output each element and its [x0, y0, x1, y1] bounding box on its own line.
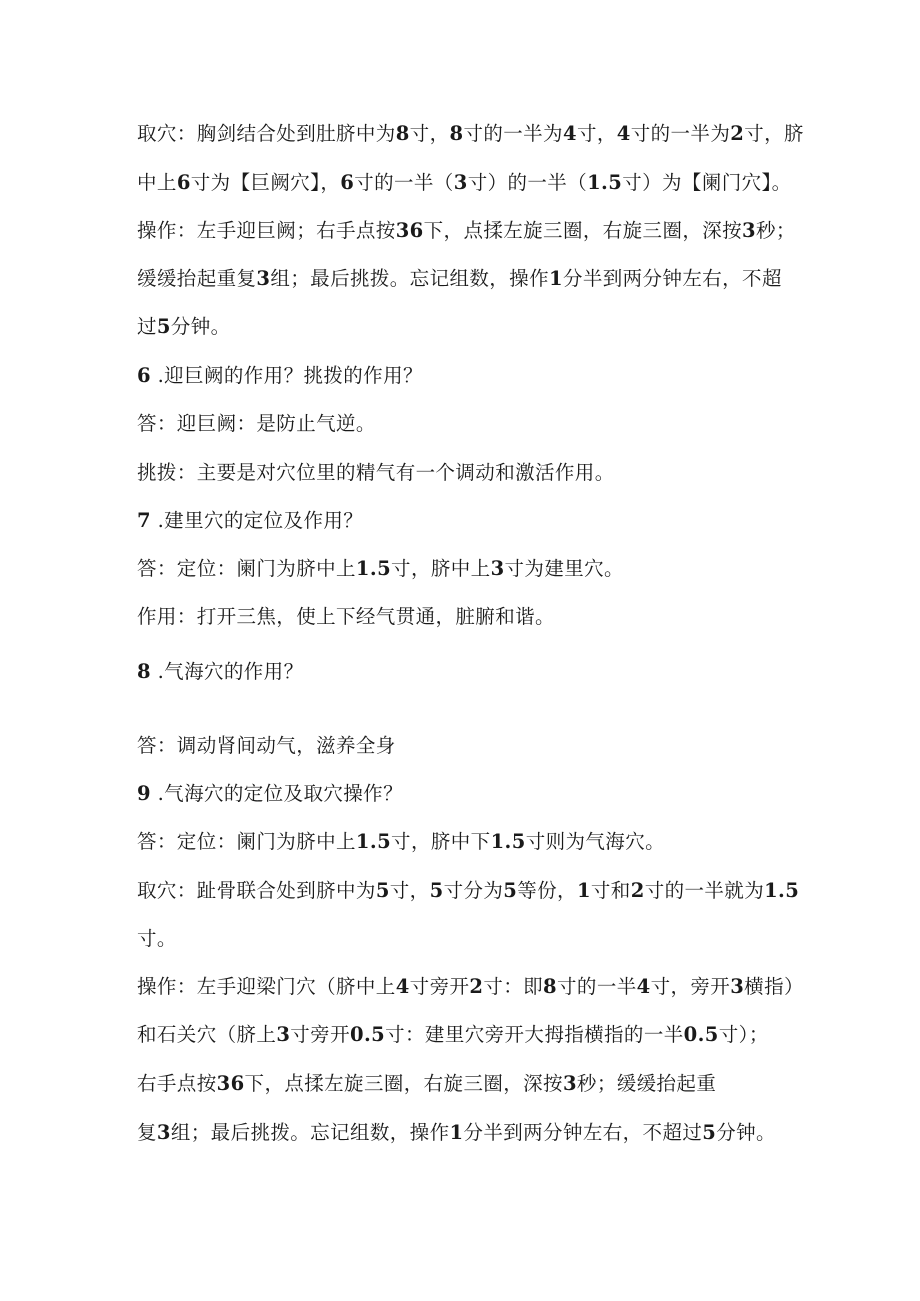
text-line: 寸。: [137, 927, 177, 950]
text-line: 过5分钟。: [137, 315, 231, 338]
question-heading: 6 .迎巨阙的作用？挑拨的作用？: [137, 364, 423, 387]
text-line: 答：定位：阑门为脐中上1.5寸，脐中上3寸为建里穴。: [137, 557, 624, 580]
text-line: 缓缓抬起重复3组；最后挑拨。忘记组数，操作1分半到两分钟左右，不超: [137, 267, 782, 290]
text-line: 和石关穴（脐上3寸旁开0.5寸：建里穴旁开大拇指横指的一半0.5寸）；: [137, 1023, 769, 1046]
question-heading: 7 .建里穴的定位及作用？: [137, 509, 364, 532]
text-line: 作用：打开三焦，使上下经气贯通，脏腑和谐。: [137, 605, 555, 628]
question-heading: 8 .气海穴的作用？: [137, 660, 304, 683]
text-line: 复3组；最后挑拨。忘记组数，操作1分半到两分钟左右，不超过5分钟。: [137, 1121, 776, 1144]
text-line: 取穴：趾骨联合处到脐中为5寸，5寸分为5等份，1寸和2寸的一半就为1.5: [137, 879, 800, 902]
text-line: 答：定位：阑门为脐中上1.5寸，脐中下1.5寸则为气海穴。: [137, 830, 666, 853]
text-line: 中上6寸为【巨阙穴】，6寸的一半（3寸）的一半（1.5寸）为【阑门穴】。: [137, 171, 792, 194]
text-line: 答：调动肾间动气，滋养全身: [137, 734, 396, 757]
question-heading: 9 .气海穴的定位及取穴操作？: [137, 782, 403, 805]
text-line: 挑拨：主要是对穴位里的精气有一个调动和激活作用。: [137, 461, 615, 484]
text-line: 右手点按36下，点揉左旋三圈，右旋三圈，深按3秒；缓缓抬起重: [137, 1072, 717, 1095]
text-line: 操作：左手迎巨阙；右手点按36下，点揉左旋三圈，右旋三圈，深按3秒；: [137, 219, 796, 242]
text-line: 操作：左手迎梁门穴（脐中上4寸旁开2寸：即8寸的一半4寸，旁开3横指）: [137, 975, 804, 998]
text-line: 答：迎巨阙：是防止气逆。: [137, 412, 376, 435]
text-line: 取穴：胸剑结合处到肚脐中为8寸，8寸的一半为4寸，4寸的一半为2寸，脐: [137, 122, 804, 145]
